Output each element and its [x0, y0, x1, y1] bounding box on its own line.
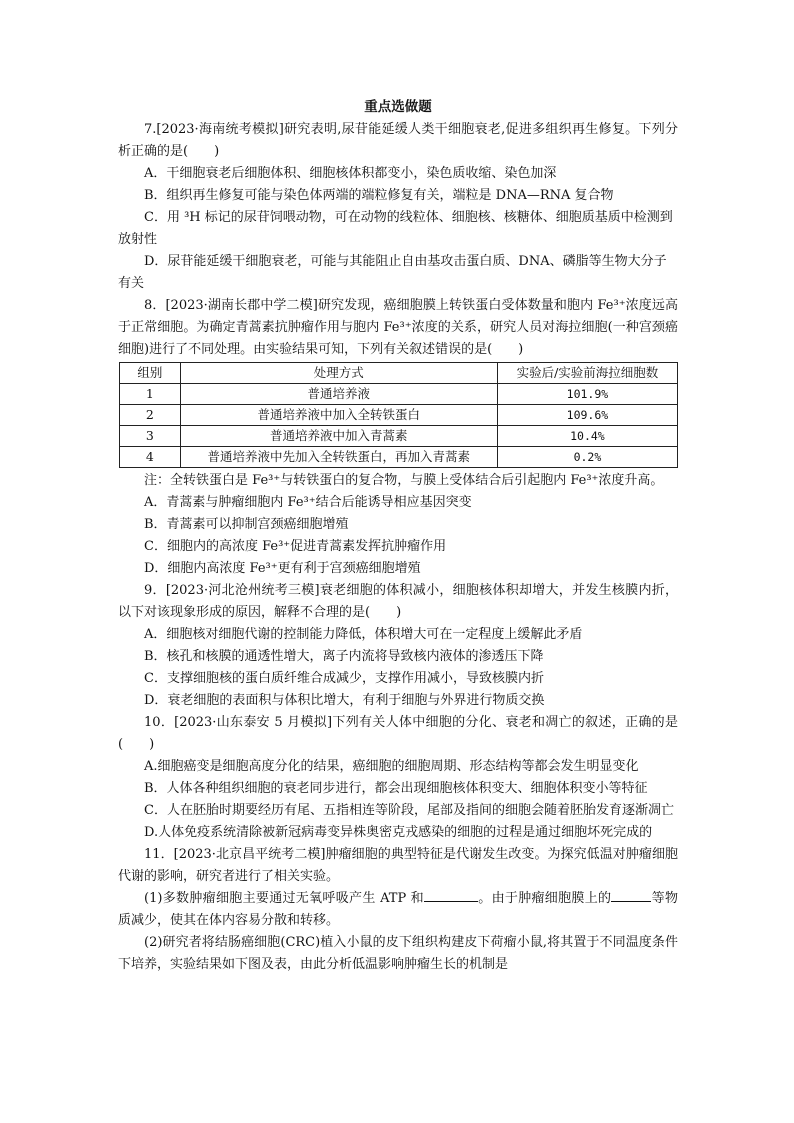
table-row [120, 426, 678, 447]
q9-option-a: A．细胞核对细胞代谢的控制能力降低，体积增大可在一定程度上缓解此矛盾 [144, 627, 583, 642]
table-cell: 3 [120, 426, 181, 447]
table-header: 处理方式 [180, 363, 497, 384]
table-row [120, 405, 678, 426]
table-cell: 4 [120, 447, 181, 468]
table-cell: 101.9% [497, 384, 677, 405]
q9-stem: 9．[2023·河北沧州统考三模]衰老细胞的体积减小，细胞核体积却增大，并发生核膜内折，以下对该现象形成的原因，解释不合理的是( ) [118, 583, 678, 620]
q10-option-d: D.人体免疫系统清除被新冠病毒变异株奥密克戎感染的细胞的过程是通过细胞坏死完成的 [144, 825, 653, 840]
table-cell: 普通培养液中加入青蒿素 [180, 426, 497, 447]
q11-part1-text-b: 。由于肿瘤细胞膜上的 [477, 891, 612, 906]
q7-option-d: D．尿苷能延缓干细胞衰老，可能与其能阻止自由基攻击蛋白质、DNA、磷脂等生物大分子有关 [118, 254, 667, 291]
answer-blank[interactable] [424, 888, 478, 902]
table-row [120, 447, 678, 468]
table-row [120, 384, 678, 405]
table-header: 实验后/实验前海拉细胞数 [497, 363, 677, 384]
q10-option-a: A.细胞癌变是细胞高度分化的结果，癌细胞的细胞周期、形态结构等都会发生明显变化 [144, 759, 639, 774]
q8-option-b: B．青蒿素可以抑制宫颈癌细胞增殖 [144, 517, 349, 532]
table-header-row [120, 363, 678, 384]
q9-option-b: B．核孔和核膜的通透性增大，离子内流将导致核内液体的渗透压下降 [144, 649, 544, 664]
table-cell: 普通培养液中先加入全转铁蛋白，再加入青蒿素 [180, 447, 497, 468]
q11-stem: 11．[2023·北京昌平统考二模]肿瘤细胞的典型特征是代谢发生改变。为探究低温对肿瘤细胞代谢的影响，研究者进行了相关实验。 [118, 847, 678, 884]
table-cell: 109.6% [497, 405, 677, 426]
q8-stem: 8．[2023·湖南长郡中学二模]研究发现，癌细胞膜上转铁蛋白受体数量和胞内 Fe³⁺浓度远高于正常细胞。为确定青蒿素抗肿瘤作用与胞内 Fe³⁺浓度的关系，研究人员对海拉细胞(一种宫颈癌细胞)进行了不同处理。由实验结果可知，下列有关叙述错误的是( ) [118, 298, 678, 357]
table-cell: 普通培养液中加入全转铁蛋白 [180, 405, 497, 426]
q7-option-b: B．组织再生修复可能与染色体两端的端粒修复有关，端粒是 DNA—RNA 复合物 [144, 188, 614, 203]
q11-part1 [118, 888, 678, 932]
table-cell: 0.2% [497, 447, 677, 468]
table-cell: 普通培养液 [180, 384, 497, 405]
q8-option-c: C．细胞内的高浓度 Fe³⁺促进青蒿素发挥抗肿瘤作用 [144, 539, 447, 554]
q8-results-table [119, 362, 678, 468]
page-title: 重点选做题 [364, 99, 432, 115]
q8-option-d: D．细胞内高浓度 Fe³⁺更有利于宫颈癌细胞增殖 [144, 561, 421, 576]
q7-option-a: A．干细胞衰老后细胞体积、细胞核体积都变小，染色质收缩、染色加深 [144, 166, 557, 181]
q11-part1-text-a: (1)多数肿瘤细胞主要通过无氧呼吸产生 ATP 和 [144, 891, 424, 906]
table-cell: 1 [120, 384, 181, 405]
q10-stem: 10．[2023·山东泰安 5 月模拟]下列有关人体中细胞的分化、衰老和凋亡的叙述，正确的是( ) [118, 715, 678, 752]
q11-part2: (2)研究者将结肠癌细胞(CRC)植入小鼠的皮下组织构建皮下荷瘤小鼠,将其置于不同温度条件下培养，实验结果如下图及表，由此分析低温影响肿瘤生长的机制是 [118, 935, 678, 972]
q7-stem: 7.[2023·海南统考模拟]研究表明,尿苷能延缓人类干细胞衰老,促进多组织再生修复。下列分析正确的是( ) [118, 122, 678, 159]
table-cell: 10.4% [497, 426, 677, 447]
q11-part1-text-c: 等物质减少，使其在体内容易分散和转移。 [118, 891, 678, 928]
q9-option-c: C．支撑细胞核的蛋白质纤维合成减少，支撑作用减小，导致核膜内折 [144, 671, 544, 686]
q7-option-c: C．用 ³H 标记的尿苷饲喂动物，可在动物的线粒体、细胞核、核糖体、细胞质基质中检测到放射性 [118, 210, 673, 247]
q10-option-b: B．人体各种组织细胞的衰老同步进行，都会出现细胞核体积变大、细胞体积变小等特征 [144, 781, 648, 796]
document-page [118, 96, 678, 976]
q10-option-c: C．人在胚胎时期要经历有尾、五指相连等阶段，尾部及指间的细胞会随着胚胎发育逐渐凋亡 [144, 803, 674, 818]
table-cell: 2 [120, 405, 181, 426]
q8-option-a: A．青蒿素与肿瘤细胞内 Fe³⁺结合后能诱导相应基因突变 [144, 495, 472, 510]
q9-option-d: D．衰老细胞的表面积与体积比增大，有利于细胞与外界进行物质交换 [144, 693, 545, 708]
table-header: 组别 [120, 363, 181, 384]
q8-table-note: 注：全转铁蛋白是 Fe³⁺与转铁蛋白的复合物，与膜上受体结合后引起胞内 Fe³⁺浓度升高。 [144, 473, 664, 488]
answer-blank[interactable] [611, 888, 651, 902]
